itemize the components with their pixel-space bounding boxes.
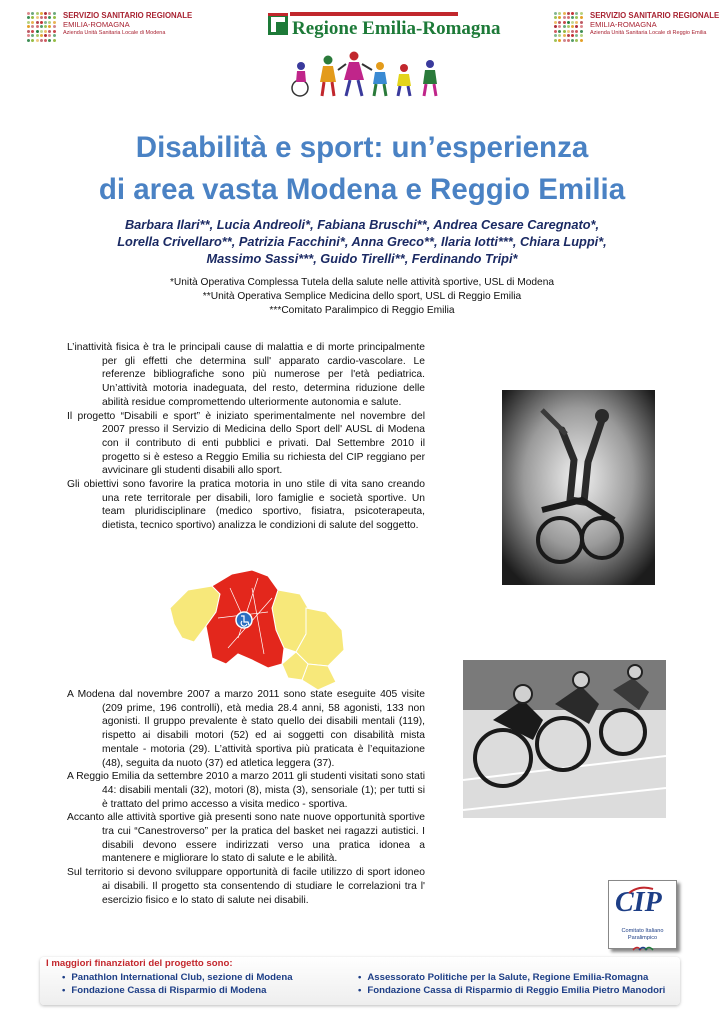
logo-dot <box>53 12 56 15</box>
logo-dot <box>27 16 30 19</box>
logo-dot <box>558 16 561 19</box>
funders-title: I maggiori finanziatori del progetto sono: <box>46 958 233 969</box>
ssr-modena-line2: EMILIA-ROMAGNA <box>63 19 130 29</box>
paragraph-obiettivi: Gli obiettivi sono favorire la pratica motoria in uno stile di vita sano creando una rete territorale per disabili, loro famiglie e società sportive. Un team pluridisciplinare (medico sportivo, fisiatra, psicoterapeuta, dietista, tecnico sportivo) analizza le condizioni di salute del soggetto. <box>67 479 425 532</box>
logo-dot <box>563 21 566 24</box>
regione-flag-icon <box>268 13 288 35</box>
ssr-modena-line3: Azienda Unità Sanitaria Locale di Modena <box>63 29 166 36</box>
paragraph-modena: A Modena dal novembre 2007 a marzo 2011 sono state eseguite 405 visite (209 prime, 196 controlli), età media 28.4 anni, 58 agonisti, 133 non agonisti. Il gruppo prevalente è stato quello dei disabili mentali (119), rispetto ai disabili motori (52) ed ai soggetti con disabilità mista mentale - motoria (29). L’attività sportiva più praticata è l’equitazione (48), seguita da nuoto (37) ed atletica leggera (37). <box>67 689 425 769</box>
logo-dot <box>44 12 47 15</box>
logo-dot <box>44 34 47 37</box>
logo-dot <box>571 39 574 42</box>
logo-dot <box>571 21 574 24</box>
logo-dot <box>44 25 47 28</box>
logo-dot <box>567 21 570 24</box>
regione-logo <box>268 12 501 42</box>
ssr-reggio-line2: EMILIA-ROMAGNA <box>590 19 657 29</box>
cip-logo <box>608 880 677 949</box>
logo-dot <box>31 30 34 33</box>
cip-mark-icon <box>609 881 676 923</box>
logo-dot <box>44 39 47 42</box>
logo-dot <box>563 12 566 15</box>
logo-dot <box>558 25 561 28</box>
ssr-dots-icon <box>27 12 57 42</box>
logo-dot <box>40 16 43 19</box>
logo-dot <box>575 34 578 37</box>
logo-dot <box>40 25 43 28</box>
cip-line1: Comitato Italiano <box>621 928 664 934</box>
logo-dot <box>31 25 34 28</box>
logo-dot <box>53 39 56 42</box>
wheelchair-dance-photo <box>502 390 655 585</box>
affiliation-1: *Unità Operativa Complessa Tutela della salute nelle attività sportive, USL di Modena <box>169 277 555 288</box>
logo-dot <box>571 30 574 33</box>
logo-dot <box>554 12 557 15</box>
logo-dot <box>554 39 557 42</box>
logo-dot <box>31 39 34 42</box>
logo-dot <box>575 25 578 28</box>
ssr-modena-logo <box>27 12 192 42</box>
logo-dot <box>40 34 43 37</box>
ssr-reggio-line3: Azienda Unità Sanitaria Locale di Reggio Emilia <box>590 29 707 36</box>
logo-dot <box>44 30 47 33</box>
cip-line2: Paralimpico <box>627 934 658 941</box>
logo-dot <box>558 21 561 24</box>
logo-dot <box>48 16 51 19</box>
funders-right <box>358 971 665 998</box>
emilia-romagna-map <box>168 568 348 692</box>
logo-dot <box>554 34 557 37</box>
authors <box>60 216 664 267</box>
children-illustration <box>286 50 450 98</box>
logo-dot <box>36 21 39 24</box>
logo-dot <box>554 21 557 24</box>
logo-dot <box>580 16 583 19</box>
logo-dot <box>40 21 43 24</box>
logo-dot <box>580 12 583 15</box>
wheelchair-race-photo <box>463 660 666 818</box>
logo-dot <box>567 25 570 28</box>
funder-item: • Fondazione Cassa di Risparmio di Reggio Emilia Pietro Manodori <box>358 984 665 997</box>
title-line1: Disabilità e sport: un’esperienza <box>135 131 589 164</box>
funders-left <box>62 971 293 998</box>
funders-footer <box>40 957 680 1005</box>
logo-dot <box>571 12 574 15</box>
logo-dot <box>44 16 47 19</box>
logo-dot <box>27 25 30 28</box>
logo-dot <box>575 30 578 33</box>
title-line2: di area vasta Modena e Reggio Emilia <box>98 173 626 206</box>
logo-dot <box>48 34 51 37</box>
logo-dot <box>567 34 570 37</box>
logo-dot <box>36 12 39 15</box>
logo-dot <box>563 30 566 33</box>
logo-dot <box>567 39 570 42</box>
logo-dot <box>31 21 34 24</box>
logo-dot <box>571 16 574 19</box>
logo-dot <box>27 30 30 33</box>
logo-dot <box>554 16 557 19</box>
logo-dot <box>558 30 561 33</box>
logo-dot <box>554 25 557 28</box>
ssr-dots-icon <box>554 12 584 42</box>
affiliation-2: **Unità Operativa Semplice Medicina dello sport, USL di Reggio Emilia <box>202 290 522 302</box>
logo-dot <box>27 34 30 37</box>
logo-dot <box>27 12 30 15</box>
logo-dot <box>40 39 43 42</box>
logo-dot <box>580 30 583 33</box>
logo-dot <box>48 39 51 42</box>
logo-dot <box>53 30 56 33</box>
logo-dot <box>567 30 570 33</box>
logo-dot <box>563 39 566 42</box>
affiliations <box>90 276 634 317</box>
logo-dot <box>40 30 43 33</box>
paragraph-opportunita: Accanto alle attività sportive già presenti sono nate nuove opportunità sportive tra cui “Canestroverso” per la pratica del basket nei ragazzi autistici. I disabili devono essere indirizzati verso una pratica idonea a mantenere e migliorare lo stato di salute e le abilità. <box>67 812 425 865</box>
logo-dot <box>558 39 561 42</box>
svg-text:CIP: CIP <box>615 887 662 918</box>
logo-dot <box>31 16 34 19</box>
logo-dot <box>558 12 561 15</box>
logo-dot <box>40 12 43 15</box>
logo-dot <box>563 25 566 28</box>
authors-line3: Massimo Sassi***, Guido Tirelli**, Ferdinando Tripi* <box>206 251 518 266</box>
logo-dot <box>27 21 30 24</box>
poster-title <box>0 127 724 211</box>
logo-dot <box>36 16 39 19</box>
logo-dot <box>575 16 578 19</box>
body-text-bottom <box>67 688 425 907</box>
logo-dot <box>563 16 566 19</box>
logo-dot <box>571 25 574 28</box>
logo-dot <box>567 16 570 19</box>
funder-item: • Fondazione Cassa di Risparmio di Modena <box>62 984 293 997</box>
logo-dot <box>53 34 56 37</box>
logo-dot <box>575 21 578 24</box>
logo-dot <box>53 25 56 28</box>
funder-item: • Assessorato Politiche per la Salute, Regione Emilia-Romagna <box>358 971 665 984</box>
logo-dot <box>27 39 30 42</box>
logo-dot <box>571 34 574 37</box>
logo-dot <box>53 21 56 24</box>
ssr-modena-line1: SERVIZIO SANITARIO REGIONALE <box>63 11 193 20</box>
logo-dot <box>48 30 51 33</box>
regione-logo-text: Regione Emilia-Romagna <box>292 18 501 39</box>
funder-item: • Panathlon International Club, sezione di Modena <box>62 971 293 984</box>
logo-dot <box>567 12 570 15</box>
paragraph-reggio: A Reggio Emilia da settembre 2010 a marzo 2011 gli studenti visitati sono stati 44: disabili mentali (32), motori (8), mista (3), sensoriale (1); per tutti si è trattato del primo accesso a visita medico - sportiva. <box>67 771 425 810</box>
logo-dot <box>575 12 578 15</box>
logo-dot <box>48 12 51 15</box>
paragraph-inattivita: L’inattività fisica è tra le principali cause di malattia e di morte principalmente per gli effetti che determina sull' apparato cardio-vascolare. Le referenze bibliografiche sono più numerose per l'età pediatrica. Un’attività motoria inadeguata, del resto, determina riduzione delle abilità residue compromettendo ulteriormente autonomia e salute. <box>67 342 425 408</box>
logo-dot <box>31 34 34 37</box>
logo-dot <box>575 39 578 42</box>
authors-line2: Lorella Crivellaro**, Patrizia Facchini*, Anna Greco**, Ilaria Iotti***, Chiara Luppi*, <box>117 234 607 249</box>
logo-dot <box>36 25 39 28</box>
ssr-reggio-logo <box>554 12 719 42</box>
logo-dot <box>31 12 34 15</box>
logo-dot <box>36 30 39 33</box>
paragraph-territorio: Sul territorio si devono sviluppare opportunità di facile utilizzo di sport idoneo ai disabili. Il progetto sta consentendo di studiare le correlazioni tra l' esercizio fisico e lo stato di salute nei disabili. <box>67 867 425 906</box>
logo-dot <box>36 39 39 42</box>
logo-dot <box>563 34 566 37</box>
logo-dot <box>53 16 56 19</box>
logo-dot <box>580 21 583 24</box>
logo-dot <box>36 34 39 37</box>
logo-dot <box>554 30 557 33</box>
logo-dot <box>44 21 47 24</box>
logo-dot <box>580 34 583 37</box>
logo-dot <box>48 25 51 28</box>
authors-line1: Barbara Ilari**, Lucia Andreoli*, Fabiana Bruschi**, Andrea Cesare Caregnato*, <box>124 217 600 232</box>
paragraph-progetto: Il progetto “Disabili e sport” è iniziato sperimentalmente nel novembre del 2007 presso il Servizio di Medicina dello Sport dell' AUSL di Modena con il contributo di enti pubblici e privati. Dal Settembre 2010 il progetto si è esteso a Reggio Emilia su richiesta del CIP reggiano per avvicinare gli studenti disabili allo sport. <box>67 410 425 477</box>
cip-agitos-icon <box>609 944 676 954</box>
logo-dot <box>580 25 583 28</box>
logo-dot <box>558 34 561 37</box>
body-text-top <box>67 341 425 533</box>
affiliation-3: ***Comitato Paralimpico di Reggio Emilia <box>269 304 455 316</box>
logo-dot <box>48 21 51 24</box>
ssr-reggio-line1: SERVIZIO SANITARIO REGIONALE <box>590 11 720 20</box>
logo-dot <box>580 39 583 42</box>
